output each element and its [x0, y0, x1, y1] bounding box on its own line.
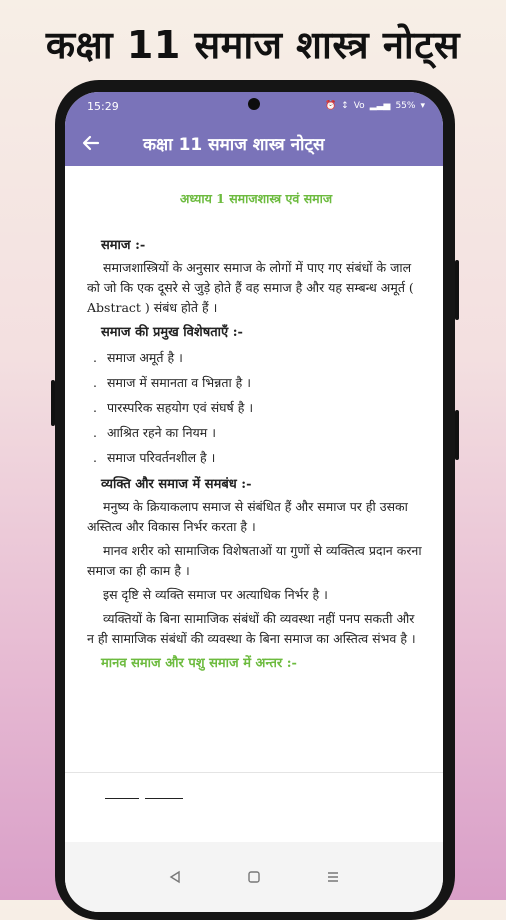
wifi-icon: ▾: [420, 101, 425, 111]
section-heading-difference: मानव समाज और पशु समाज में अन्तर :-: [101, 656, 297, 671]
text-underline: [145, 798, 183, 799]
ad-placeholder: [65, 773, 443, 808]
status-icons: [325, 101, 425, 111]
list-item: . समाज में समानता व भिन्नता है ।: [93, 370, 425, 395]
list-item: . आश्रित रहने का नियम ।: [93, 420, 425, 445]
features-list: [93, 345, 425, 470]
section-paragraph: समाजशास्त्रियों के अनुसार समाज के लोगों में पाए गए संबंधों के जाल को जो कि एक दूसरे से जुड़े होते हैं वह समाज है और यह सम्बन्ध अमूर्त ( Abstract ) संबंध होते हैं ।: [87, 260, 414, 315]
section-paragraph: इस दृष्टि से व्यक्ति समाज पर अत्याधिक निर्भर है ।: [103, 587, 328, 602]
nav-home-icon[interactable]: [240, 863, 268, 891]
data-speed-icon: ↕: [341, 101, 349, 111]
section-paragraph: मानव शरीर को सामाजिक विशेषताओं या गुणों से व्यक्तित्व प्रदान करना समाज का ही काम है ।: [87, 543, 422, 578]
volte-icon: Vo: [353, 101, 365, 111]
back-arrow-icon[interactable]: [79, 131, 103, 155]
nav-recents-icon[interactable]: [319, 863, 347, 891]
list-item: . पारस्परिक सहयोग एवं संघर्ष है ।: [93, 395, 425, 420]
list-item: . समाज परिवर्तनशील है ।: [93, 445, 425, 470]
front-camera: [248, 98, 260, 110]
status-time: 15:29: [87, 99, 119, 113]
power-button: [455, 260, 459, 320]
phone-screen: [65, 92, 443, 912]
section-paragraph: मनुष्य के क्रियाकलाप समाज से संबंधित हैं और समाज पर ही उसका अस्तित्व और विकास निर्भर करता है ।: [87, 499, 408, 534]
alarm-icon: ⏰: [324, 101, 337, 111]
battery-text: 55%: [395, 101, 416, 111]
section-heading-features: समाज की प्रमुख विशेषताएँ :-: [101, 325, 243, 340]
notes-content[interactable]: [65, 166, 443, 808]
volume-button: [51, 380, 55, 426]
nav-back-icon[interactable]: [161, 863, 189, 891]
side-button: [455, 410, 459, 460]
phone-frame: [55, 80, 455, 920]
signal-icon: ▂▃▅: [369, 101, 391, 111]
list-item: . समाज अमूर्त है ।: [93, 345, 425, 370]
text-underline: [105, 798, 139, 799]
promo-title: कक्षा 11 समाज शास्त्र नोट्स: [45, 23, 461, 67]
app-bar: [65, 120, 443, 166]
chapter-title: अध्याय 1 समाजशास्त्र एवं समाज: [179, 191, 333, 206]
status-bar: [65, 92, 443, 120]
system-nav-bar: [65, 842, 443, 912]
section-heading-relation: व्यक्ति और समाज में समबंध :-: [101, 477, 252, 492]
app-title: कक्षा 11 समाज शास्त्र नोट्स: [143, 134, 325, 155]
section-heading-samaj: समाज :-: [101, 238, 146, 253]
section-paragraph: व्यक्तियों के बिना सामाजिक संबंधों की व्यवस्था नहीं पनप सकती और न ही सामाजिक संबंधों की व्यवस्था के बिना समाज का अस्तित्व संभव है ।: [87, 611, 416, 646]
